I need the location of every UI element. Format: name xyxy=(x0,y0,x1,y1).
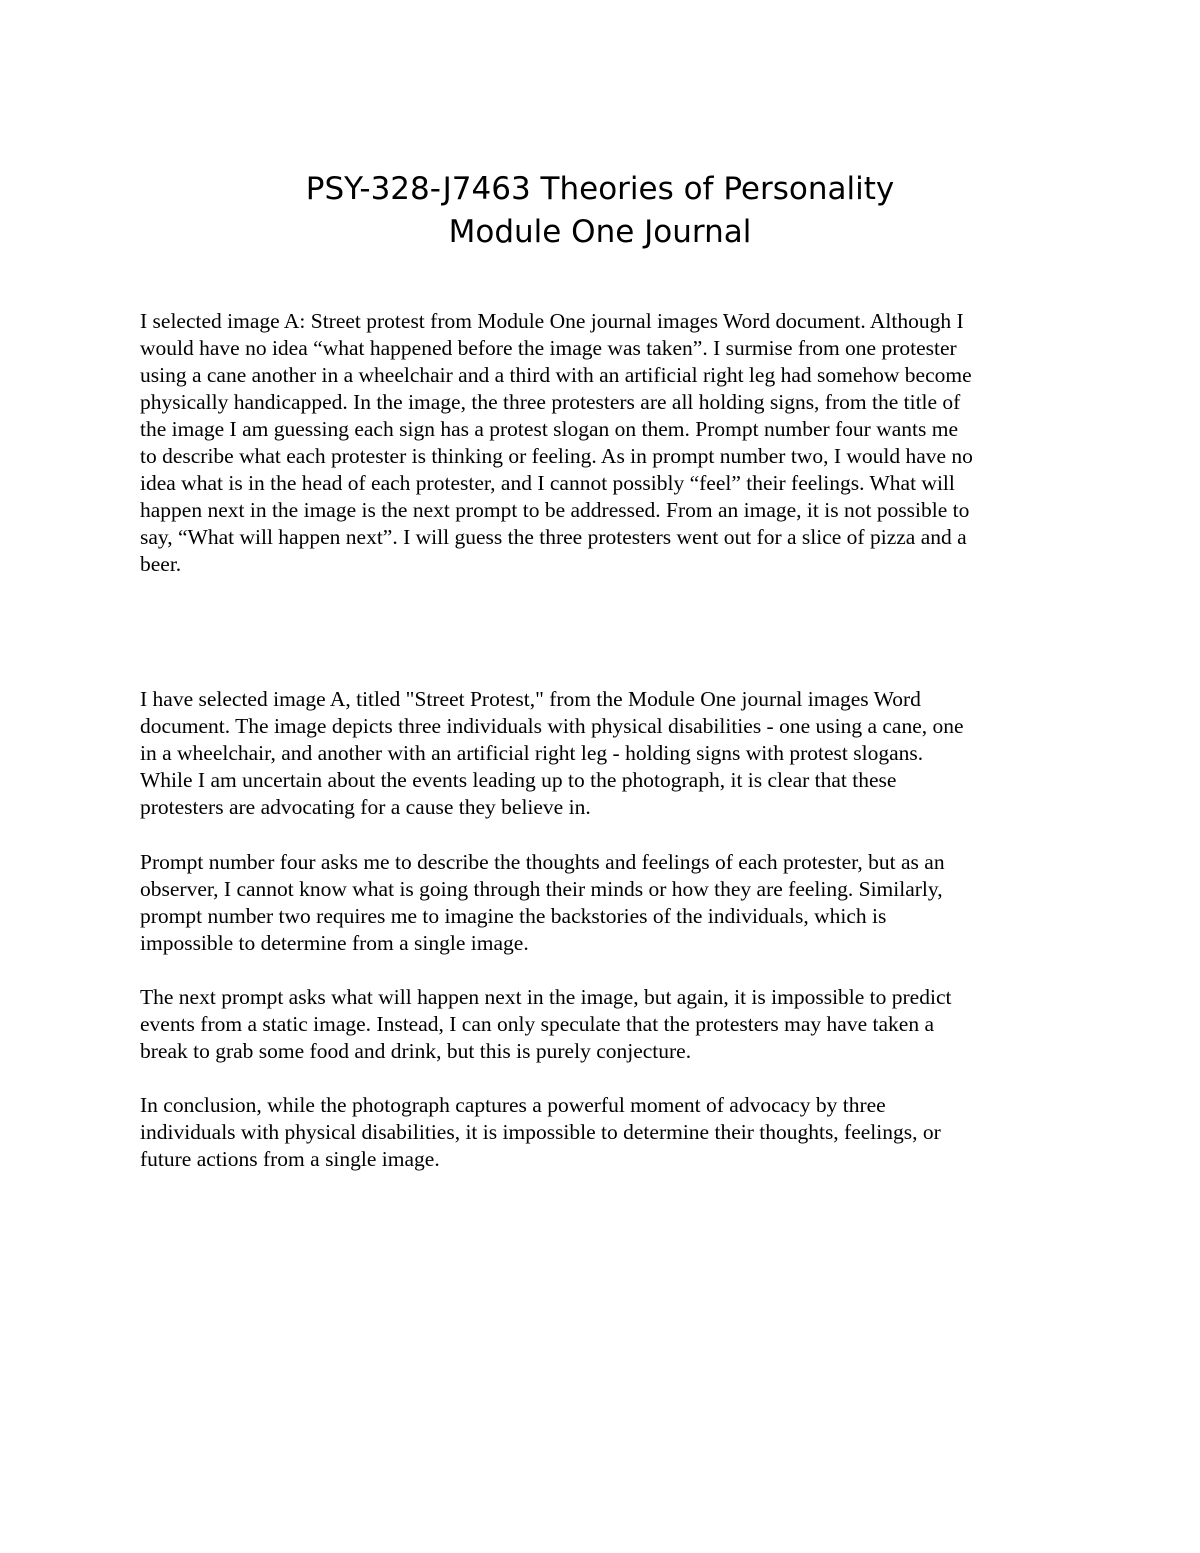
text-line: While I am uncertain about the events leading up to the photograph, it is clear that these xyxy=(140,768,897,792)
text-line: observer, I cannot know what is going through their minds or how they are feeling. Similarly, xyxy=(140,877,943,901)
paragraph-next-prompt xyxy=(140,984,951,1065)
text-line: to describe what each protester is thinking or feeling. As in prompt number two, I would have no xyxy=(140,444,973,468)
paragraph-revised-intro xyxy=(140,686,964,821)
text-line: events from a static image. Instead, I can only speculate that the protesters may have taken a xyxy=(140,1012,934,1036)
text-line: beer. xyxy=(140,552,182,576)
paragraph-prompt-four xyxy=(140,849,945,957)
paragraph-conclusion xyxy=(140,1092,941,1173)
text-line: break to grab some food and drink, but this is purely conjecture. xyxy=(140,1039,692,1063)
text-line: happen next in the image is the next prompt to be addressed. From an image, it is not possible to xyxy=(140,498,970,522)
document-subtitle: Module One Journal xyxy=(448,214,752,250)
text-line: using a cane another in a wheelchair and a third with an artificial right leg had somehow become xyxy=(140,363,972,387)
text-line: idea what is in the head of each protester, and I cannot possibly “feel” their feelings. What will xyxy=(140,471,955,495)
text-line: physically handicapped. In the image, the three protesters are all holding signs, from the title of xyxy=(140,390,961,414)
paragraph-original-entry xyxy=(140,308,973,578)
text-line: prompt number two requires me to imagine the backstories of the individuals, which is xyxy=(140,904,887,928)
text-line: would have no idea “what happened before the image was taken”. I surmise from one protester xyxy=(140,336,957,360)
text-line: the image I am guessing each sign has a protest slogan on them. Prompt number four wants me xyxy=(140,417,959,441)
text-line: document. The image depicts three individuals with physical disabilities - one using a cane, one xyxy=(140,714,964,738)
text-line: The next prompt asks what will happen next in the image, but again, it is impossible to predict xyxy=(140,985,952,1009)
text-line: I have selected image A, titled "Street Protest," from the Module One journal images Word xyxy=(140,687,921,711)
text-line: impossible to determine from a single image. xyxy=(140,931,529,955)
document-title: PSY-328-J7463 Theories of Personality xyxy=(305,171,895,207)
text-line: protesters are advocating for a cause they believe in. xyxy=(140,795,591,819)
text-line: In conclusion, while the photograph captures a powerful moment of advocacy by three xyxy=(140,1093,886,1117)
text-line: I selected image A: Street protest from Module One journal images Word document. Although I xyxy=(140,309,964,333)
text-line: individuals with physical disabilities, it is impossible to determine their thoughts, feelings, or xyxy=(140,1120,941,1144)
text-line: future actions from a single image. xyxy=(140,1147,440,1171)
text-line: say, “What will happen next”. I will guess the three protesters went out for a slice of pizza and a xyxy=(140,525,967,549)
text-line: in a wheelchair, and another with an artificial right leg - holding signs with protest slogans. xyxy=(140,741,924,765)
text-line: Prompt number four asks me to describe the thoughts and feelings of each protester, but as an xyxy=(140,850,945,874)
